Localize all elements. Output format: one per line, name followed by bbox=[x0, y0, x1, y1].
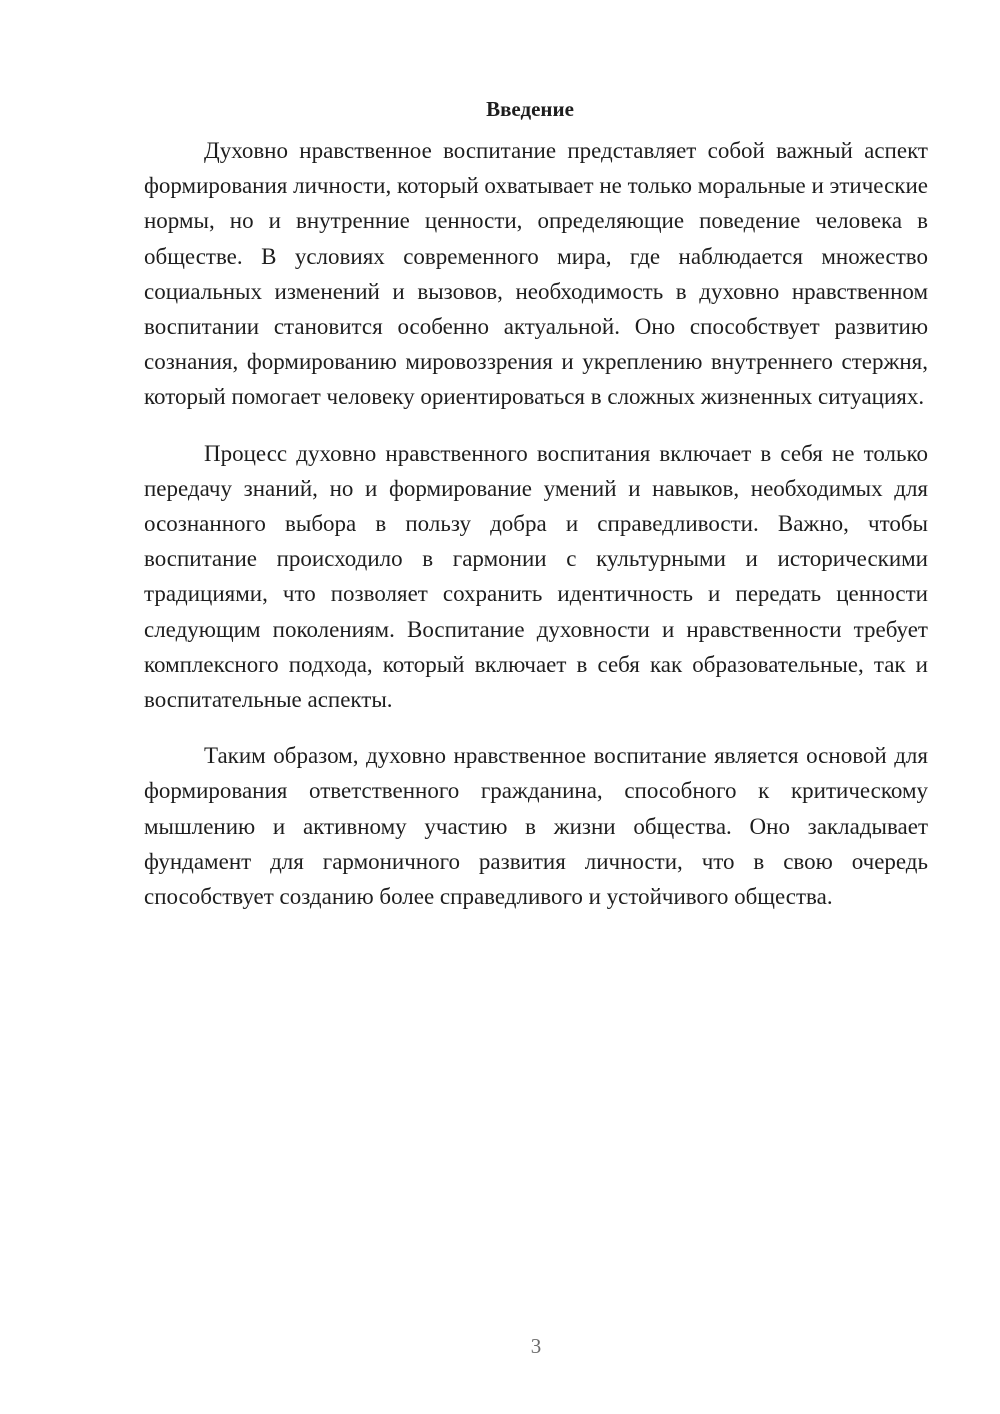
paragraph-1: Духовно нравственное воспитание представляет собой важный аспект формирования личности, который охватывает не только моральные и этические нормы, но и внутренние ценности, определяющие поведение человека в обществе. В условиях современного мира, где наблюдается множество социальных изменений и вызовов, необходимость в духовно нравственном воспитании становится особенно актуальной. Оно способствует развитию сознания, формированию мировоззрения и укреплению внутреннего стержня, который помогает человеку ориентироваться в сложных жизненных ситуациях. bbox=[144, 138, 928, 410]
page-number: 3 bbox=[530, 1334, 542, 1358]
section-title: Введение bbox=[486, 97, 574, 121]
paragraph-3: Таким образом, духовно нравственное воспитание является основой для формирования ответственного гражданина, способного к критическому мышлению и активному участию в жизни общества. Оно закладывает фундамент для гармоничного развития личности, что в свою очередь способствует созданию более справедливого и устойчивого общества. bbox=[144, 743, 928, 910]
page-content bbox=[144, 92, 928, 935]
paragraph-2: Процесс духовно нравственного воспитания включает в себя не только передачу знаний, но и формирование умений и навыков, необходимых для осознанного выбора в пользу добра и справедливости. Важно, чтобы воспитание происходило в гармонии с культурными и историческими традициями, что позволяет сохранить идентичность и передать ценности следующим поколениям. Воспитание духовности и нравственности требует комплексного подхода, который включает в себя как образовательные, так и воспитательные аспекты. bbox=[144, 440, 928, 713]
